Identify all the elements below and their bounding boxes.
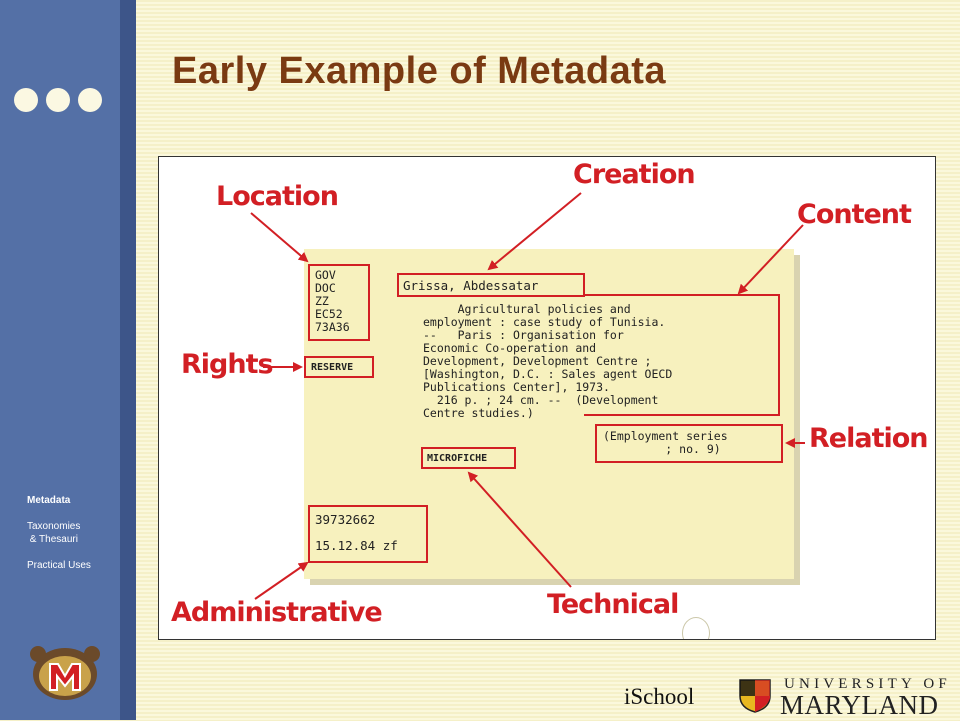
arrow-location <box>251 213 307 261</box>
bullet-dot-3 <box>78 88 102 112</box>
bullet-dot-1 <box>14 88 38 112</box>
reserve-text: RESERVE <box>311 362 354 373</box>
maryland-text: MARYLAND <box>780 690 939 720</box>
catalog-card-figure <box>158 156 936 640</box>
format-text: MICROFICHE <box>427 453 488 464</box>
description-text: Agricultural policies and employment : case study of Tunisia. -- Paris : Organisation for Economic Co-operation and Development, Development Centre ; [Washington, D.C. : Sales agent OECD Publications Center], 1973. 216 p. ; 24 cm. -- (Development Centre studies.) <box>423 302 673 420</box>
callout-arrows <box>159 157 936 640</box>
arrow-content <box>739 225 803 293</box>
callout-creation: Creation <box>573 159 695 190</box>
slide-title: Early Example of Metadata <box>172 50 667 92</box>
series-text: (Employment series ; no. 9) <box>603 429 728 456</box>
ischool-wordmark: iSchool <box>624 684 695 709</box>
arrow-creation <box>489 193 581 269</box>
accession-text: 39732662 15.12.84 zf <box>315 512 398 553</box>
author-text: Grissa, Abdessatar <box>403 278 539 293</box>
bullet-dot-2 <box>46 88 70 112</box>
call-number-text: GOV DOC ZZ EC52 73A36 <box>315 268 350 334</box>
sidebar-edge <box>120 0 136 720</box>
arrow-administrative <box>255 563 307 599</box>
nav-item-practical-uses[interactable]: Practical Uses <box>27 560 91 571</box>
arrow-technical <box>469 473 571 587</box>
callout-location: Location <box>216 181 338 212</box>
maryland-shield-icon <box>736 676 774 714</box>
callout-technical: Technical <box>547 589 679 620</box>
nav-item-metadata[interactable]: Metadata <box>27 495 71 506</box>
nav-item-taxonomies[interactable]: Taxonomies & Thesauri <box>27 521 81 545</box>
callout-relation: Relation <box>809 423 928 454</box>
callout-content: Content <box>797 199 911 230</box>
callout-administrative: Administrative <box>171 597 382 628</box>
callout-rights: Rights <box>181 349 273 380</box>
terrapin-logo-icon <box>28 638 102 706</box>
sidebar-nav <box>27 494 122 585</box>
university-of-text: UNIVERSITY OF <box>784 676 951 692</box>
